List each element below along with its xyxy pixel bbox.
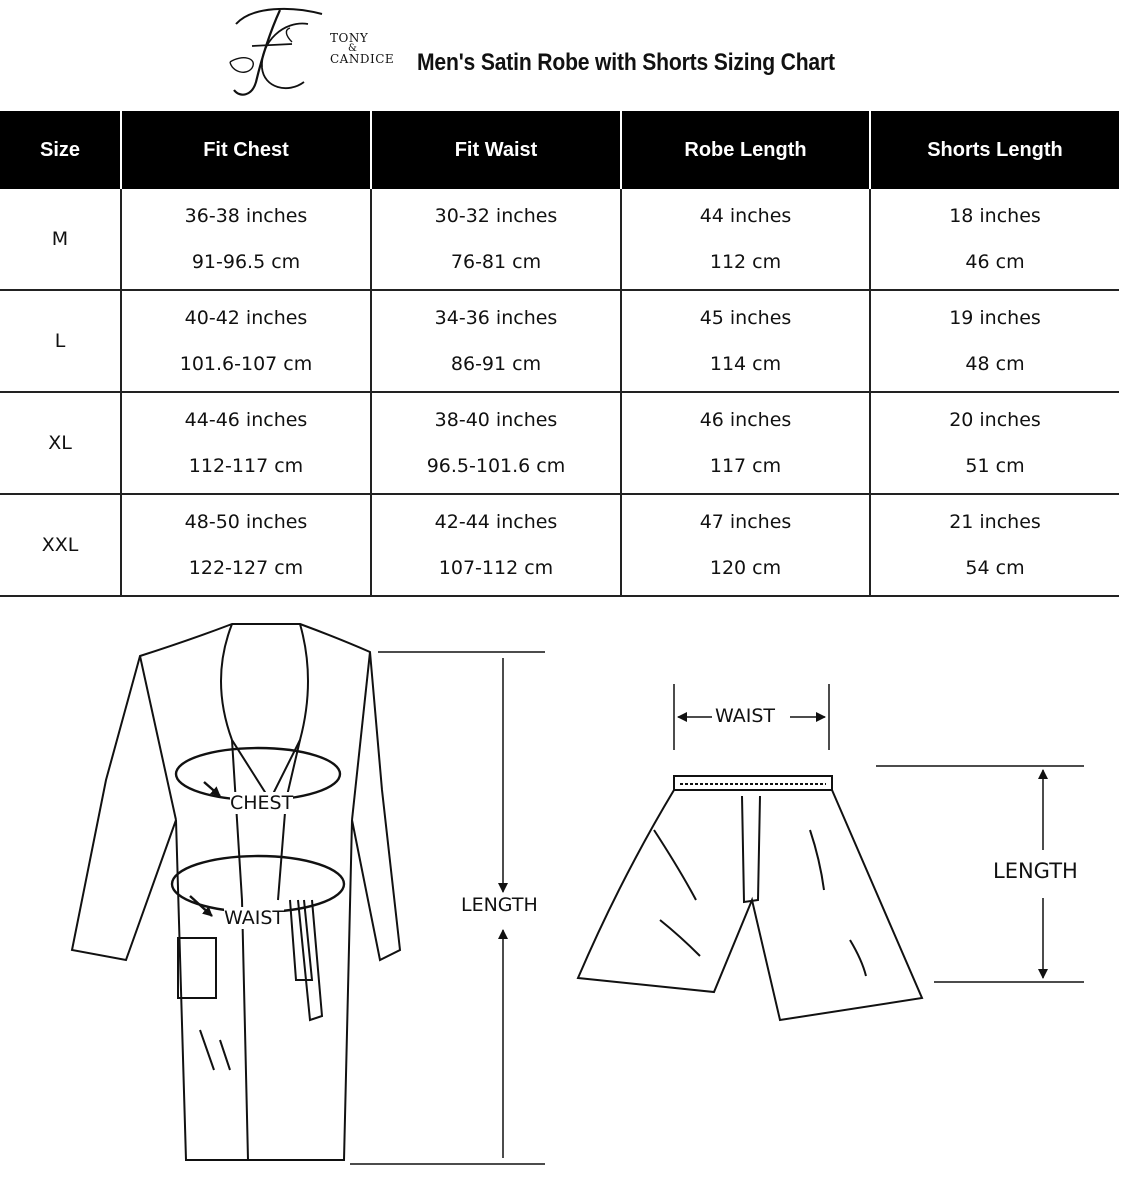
- size-cell: M: [0, 189, 121, 290]
- robe-length-cell: [621, 494, 870, 596]
- robe-cm: 120 cm: [709, 557, 782, 579]
- table-row: [0, 290, 1119, 392]
- chest-cell: [121, 494, 371, 596]
- robe-length-label: LENGTH: [461, 894, 538, 916]
- brand-ampersand: &: [348, 43, 358, 54]
- robe-cm: 112 cm: [709, 251, 782, 273]
- robe-cm: 114 cm: [709, 353, 782, 375]
- shorts-inches: 21 inches: [949, 511, 1041, 533]
- garment-illustration: [0, 600, 1121, 1182]
- brand-name: [330, 31, 395, 66]
- monogram-icon: [222, 2, 332, 102]
- brand-logo: [222, 2, 395, 102]
- shorts-cm: 48 cm: [965, 353, 1025, 375]
- waist-inches: 42-44 inches: [434, 511, 558, 533]
- shorts-cm: 54 cm: [965, 557, 1025, 579]
- brand-name-line1: TONY: [330, 31, 369, 45]
- robe-waist-label: WAIST: [224, 907, 285, 929]
- robe-outline: [72, 624, 400, 1160]
- chest-inches: 36-38 inches: [184, 205, 308, 227]
- shorts-outline: [578, 776, 922, 1020]
- header-robe-length: Robe Length: [621, 111, 870, 189]
- waist-inches: 30-32 inches: [434, 205, 558, 227]
- chest-inches: 48-50 inches: [184, 511, 308, 533]
- waist-cm: 107-112 cm: [438, 557, 554, 579]
- waist-inches: 34-36 inches: [434, 307, 558, 329]
- shorts-length-cell: [870, 290, 1119, 392]
- chest-cm: 101.6-107 cm: [179, 353, 313, 375]
- table-row: [0, 392, 1119, 494]
- shorts-length-cell: [870, 392, 1119, 494]
- shorts-length-cell: [870, 494, 1119, 596]
- table-header-row: [0, 111, 1119, 189]
- waist-cm: 86-91 cm: [450, 353, 542, 375]
- measurement-diagram: [0, 600, 1121, 1182]
- shorts-inches: 20 inches: [949, 409, 1041, 431]
- waist-cell: [371, 494, 621, 596]
- robe-inches: 45 inches: [699, 307, 792, 329]
- robe-inches: 44 inches: [699, 205, 792, 227]
- chest-cell: [121, 392, 371, 494]
- chest-cell: [121, 290, 371, 392]
- header-size: Size: [0, 111, 121, 189]
- robe-inches: 46 inches: [699, 409, 792, 431]
- header: [0, 0, 1121, 110]
- waist-cell: [371, 290, 621, 392]
- size-cell: L: [0, 290, 121, 392]
- waist-cell: [371, 189, 621, 290]
- robe-chest-label: CHEST: [230, 792, 294, 814]
- chest-inches: 44-46 inches: [184, 409, 308, 431]
- shorts-waist-label: WAIST: [715, 705, 776, 727]
- table-row: [0, 189, 1119, 290]
- robe-cm: 117 cm: [709, 455, 782, 477]
- size-cell: XXL: [0, 494, 121, 596]
- robe-length-cell: [621, 189, 870, 290]
- waist-inches: 38-40 inches: [434, 409, 558, 431]
- chest-cm: 122-127 cm: [188, 557, 304, 579]
- shorts-cm: 51 cm: [965, 455, 1025, 477]
- waist-cm: 76-81 cm: [450, 251, 542, 273]
- robe-inches: 47 inches: [699, 511, 792, 533]
- chest-cm: 91-96.5 cm: [191, 251, 301, 273]
- shorts-length-cell: [870, 189, 1119, 290]
- page-title: Men's Satin Robe with Shorts Sizing Chart: [417, 49, 835, 76]
- chest-cell: [121, 189, 371, 290]
- header-fit-waist: Fit Waist: [371, 111, 621, 189]
- waist-cm: 96.5-101.6 cm: [426, 455, 566, 477]
- robe-length-cell: [621, 290, 870, 392]
- shorts-cm: 46 cm: [965, 251, 1025, 273]
- shorts-inches: 19 inches: [949, 307, 1041, 329]
- chest-inches: 40-42 inches: [184, 307, 308, 329]
- robe-length-cell: [621, 392, 870, 494]
- shorts-inches: 18 inches: [949, 205, 1041, 227]
- table-row: [0, 494, 1119, 596]
- chest-cm: 112-117 cm: [188, 455, 304, 477]
- size-cell: XL: [0, 392, 121, 494]
- header-shorts-length: Shorts Length: [870, 111, 1119, 189]
- shorts-length-label: LENGTH: [993, 859, 1078, 883]
- waist-cell: [371, 392, 621, 494]
- brand-name-line2: CANDICE: [330, 52, 395, 66]
- size-chart-table: [0, 111, 1119, 597]
- header-fit-chest: Fit Chest: [121, 111, 371, 189]
